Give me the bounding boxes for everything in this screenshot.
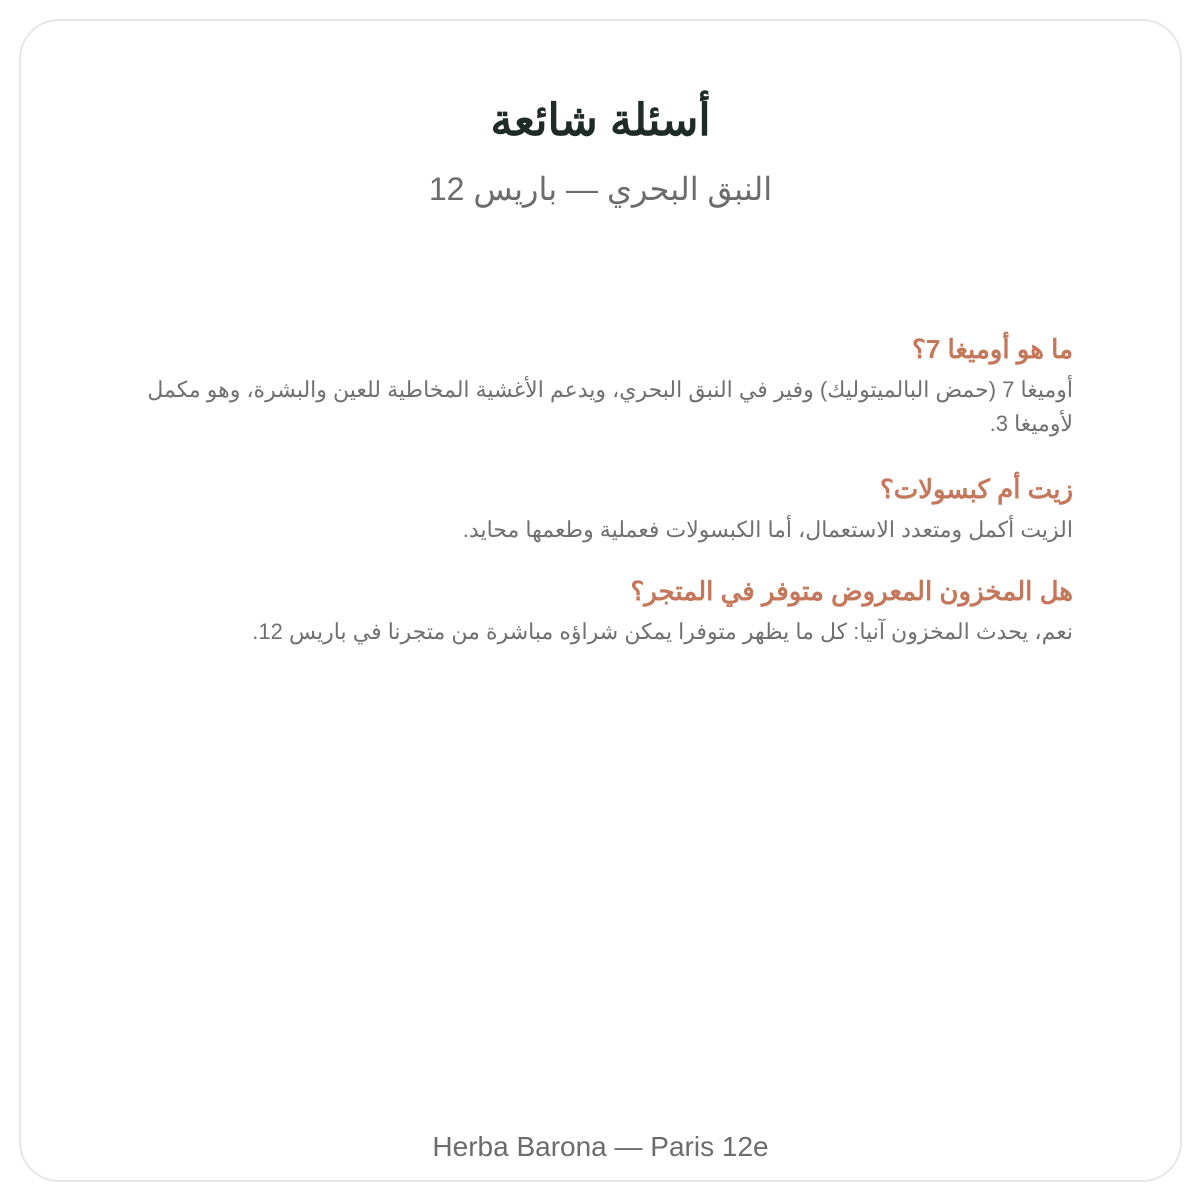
faq-answer: أوميغا 7 (حمض البالميتوليك) وفير في النبق البحري، ويدعم الأغشية المخاطية للعين والبشرة، وهو مكمل لأوميغا 3. <box>147 377 1073 436</box>
faq-answer: الزيت أكمل ومتعدد الاستعمال، أما الكبسولات فعملية وطعمها محايد. <box>462 517 1073 542</box>
faq-item <box>129 573 1073 649</box>
faq-answer: نعم، يحدث المخزون آنيا: كل ما يظهر متوفرا يمكن شراؤه مباشرة من متجرنا في باريس 12. <box>252 619 1073 644</box>
faq-question: هل المخزون المعروض متوفر في المتجر؟ <box>630 576 1073 606</box>
faq-card <box>19 19 1182 1182</box>
faq-item <box>129 331 1073 441</box>
page-subtitle: النبق البحري — باريس 12 <box>428 171 773 207</box>
page-title: أسئلة شائعة <box>490 96 711 145</box>
faq-question: ما هو أوميغا 7؟ <box>912 334 1073 364</box>
footer-brand: Herba Barona — Paris 12e <box>432 1131 769 1162</box>
faq-question: زيت أم كبسولات؟ <box>879 474 1073 504</box>
faq-item <box>129 471 1073 547</box>
